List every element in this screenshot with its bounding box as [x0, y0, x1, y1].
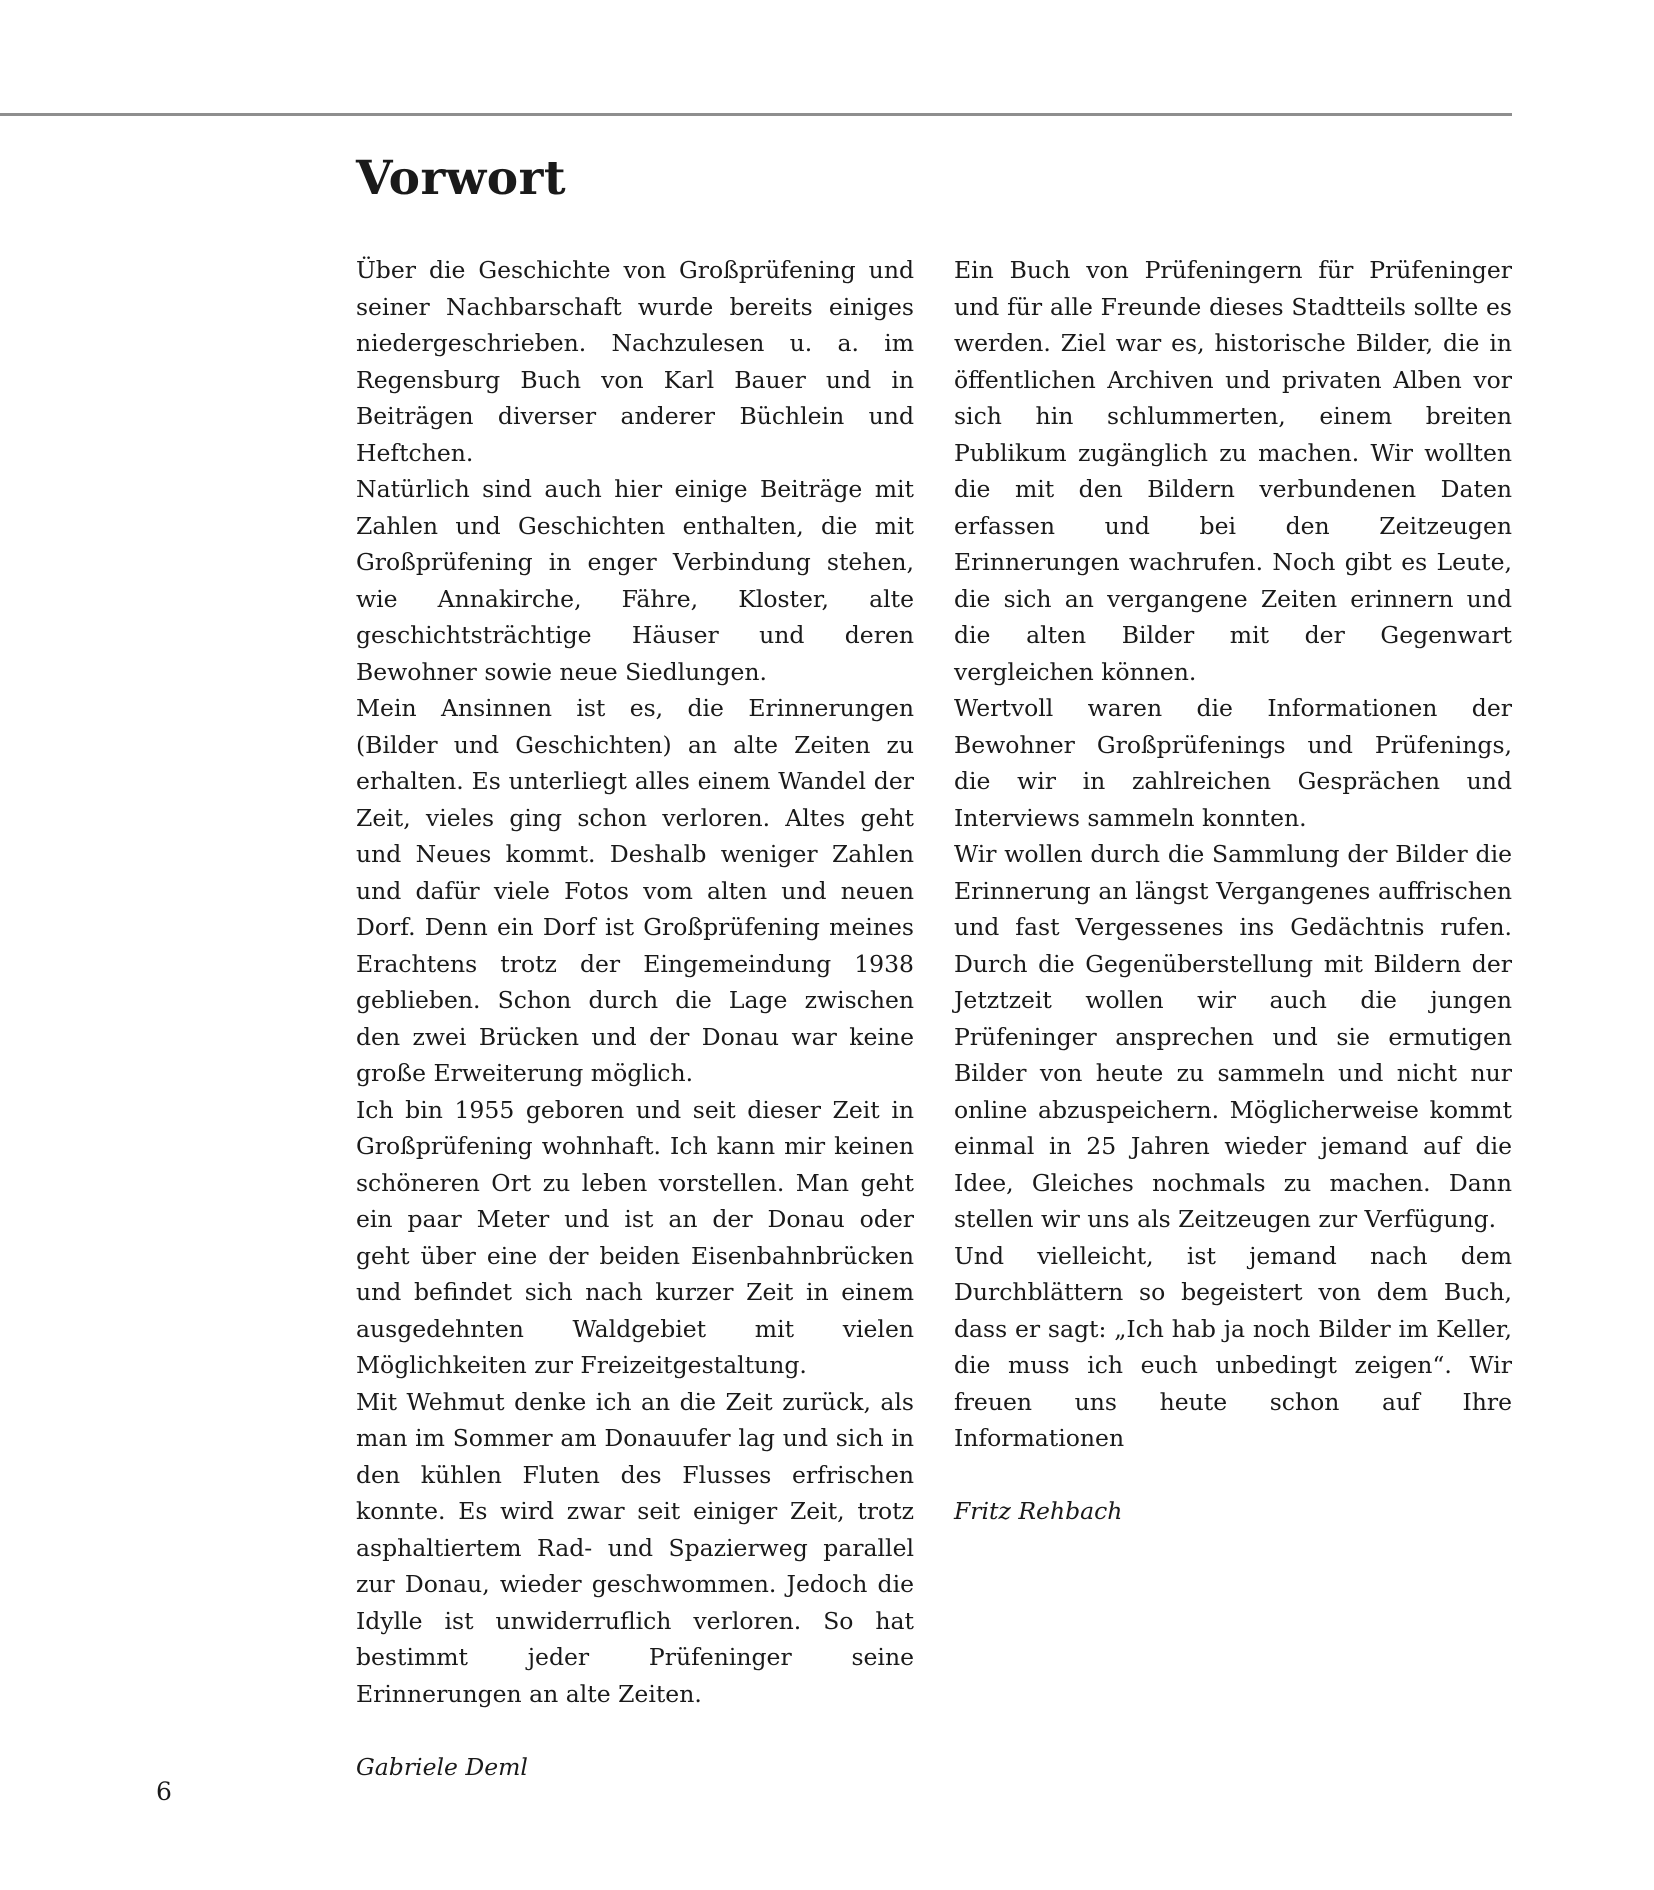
paragraph: Mit Wehmut denke ich an die Zeit zurück, als man im Sommer am Donauufer lag und sich in den kühlen Fluten des Flusses erfrischen konnte. Es wird zwar seit einiger Zeit, trotz asphaltiertem Rad- und Spazierweg parallel zur Donau, wieder geschwommen. Jedoch die Idylle ist unwiderruflich verloren. So hat bestimmt jeder Prüfeninger seine Erinnerungen an alte Zeiten. [356, 1387, 914, 1708]
paragraph: Ein Buch von Prüfeningern für Prüfeninger und für alle Freunde dieses Stadtteils sollte es werden. Ziel war es, historische Bilder, die in öffentlichen Archiven und privaten Alben vor sich hin schlummerten, einem breiten Publikum zugänglich zu machen. Wir wollten die mit den Bildern verbundenen Daten erfassen und bei den Zeitzeugen Erinnerungen wachrufen. Noch gibt es Leute, die sich an vergangene Zeiten erinnern und die alten Bilder mit der Gegenwart vergleichen können. [954, 256, 1512, 686]
header-rule [0, 113, 1512, 116]
paragraph: Wir wollen durch die Sammlung der Bilder die Erinnerung an längst Vergangenes auffrischen und fast Vergessenes ins Gedächtnis rufen. Durch die Gegenüberstellung mit Bildern der Jetztzeit wollen wir auch die jungen Prüfeninger ansprechen und sie ermutigen Bilder von heute zu sammeln und nicht nur online abzuspeichern. Möglicherweise kommt einmal in 25 Jahren wieder jemand auf die Idee, Gleiches nochmals zu machen. Dann stellen wir uns als Zeitzeugen zur Verfügung. [954, 840, 1512, 1233]
paragraph: Ich bin 1955 geboren und seit dieser Zeit in Großprüfening wohnhaft. Ich kann mir keinen schöneren Ort zu leben vorstellen. Man geht ein paar Meter und ist an der Donau oder geht über eine der beiden Eisenbahnbrücken und befindet sich nach kurzer Zeit in einem ausgedehnten Waldgebiet mit vielen Möglichkeiten zur Freizeitgestaltung. [356, 1095, 914, 1379]
paragraph: Und vielleicht, ist jemand nach dem Durchblättern so begeistert von dem Buch, dass er sagt: „Ich hab ja noch Bilder im Keller, die muss ich euch unbedingt zeigen“. Wir freuen uns heute schon auf Ihre Informationen [954, 1241, 1512, 1452]
author-signature: Fritz Rehbach [954, 1497, 1123, 1525]
author-signature: Gabriele Deml [356, 1752, 528, 1781]
page-number: 6 [156, 1777, 172, 1806]
paragraph: Über die Geschichte von Großprüfening und seiner Nachbarschaft wurde bereits einiges niedergeschrieben. Nachzulesen u. a. im Regensburg Buch von Karl Bauer und in Beiträgen diverser anderer Büchlein und Heftchen. [356, 256, 914, 467]
right-column [954, 252, 1512, 1530]
paragraph: Natürlich sind auch hier einige Beiträge mit Zahlen und Geschichten enthalten, die mit Großprüfening in enger Verbindung stehen, wie Annakirche, Fähre, Kloster, alte geschichtsträchtige Häuser und deren Bewohner sowie neue Siedlungen. [356, 475, 914, 686]
page-title: Vorwort [356, 151, 567, 206]
paragraph: Mein Ansinnen ist es, die Erinnerungen (Bilder und Geschichten) an alte Zeiten zu erhalten. Es unterliegt alles einem Wandel der Zeit, vieles ging schon verloren. Altes geht und Neues kommt. Deshalb weniger Zahlen und dafür viele Fotos vom alten und neuen Dorf. Denn ein Dorf ist Großprüfening meines Erachtens trotz der Eingemeindung 1938 geblieben. Schon durch die Lage zwischen den zwei Brücken und der Donau war keine große Erweiterung möglich. [356, 694, 914, 1087]
left-column [356, 252, 914, 1785]
paragraph: Wertvoll waren die Informationen der Bewohner Großprüfenings und Prüfenings, die wir in zahlreichen Gesprächen und Interviews sammeln konnten. [954, 694, 1512, 832]
